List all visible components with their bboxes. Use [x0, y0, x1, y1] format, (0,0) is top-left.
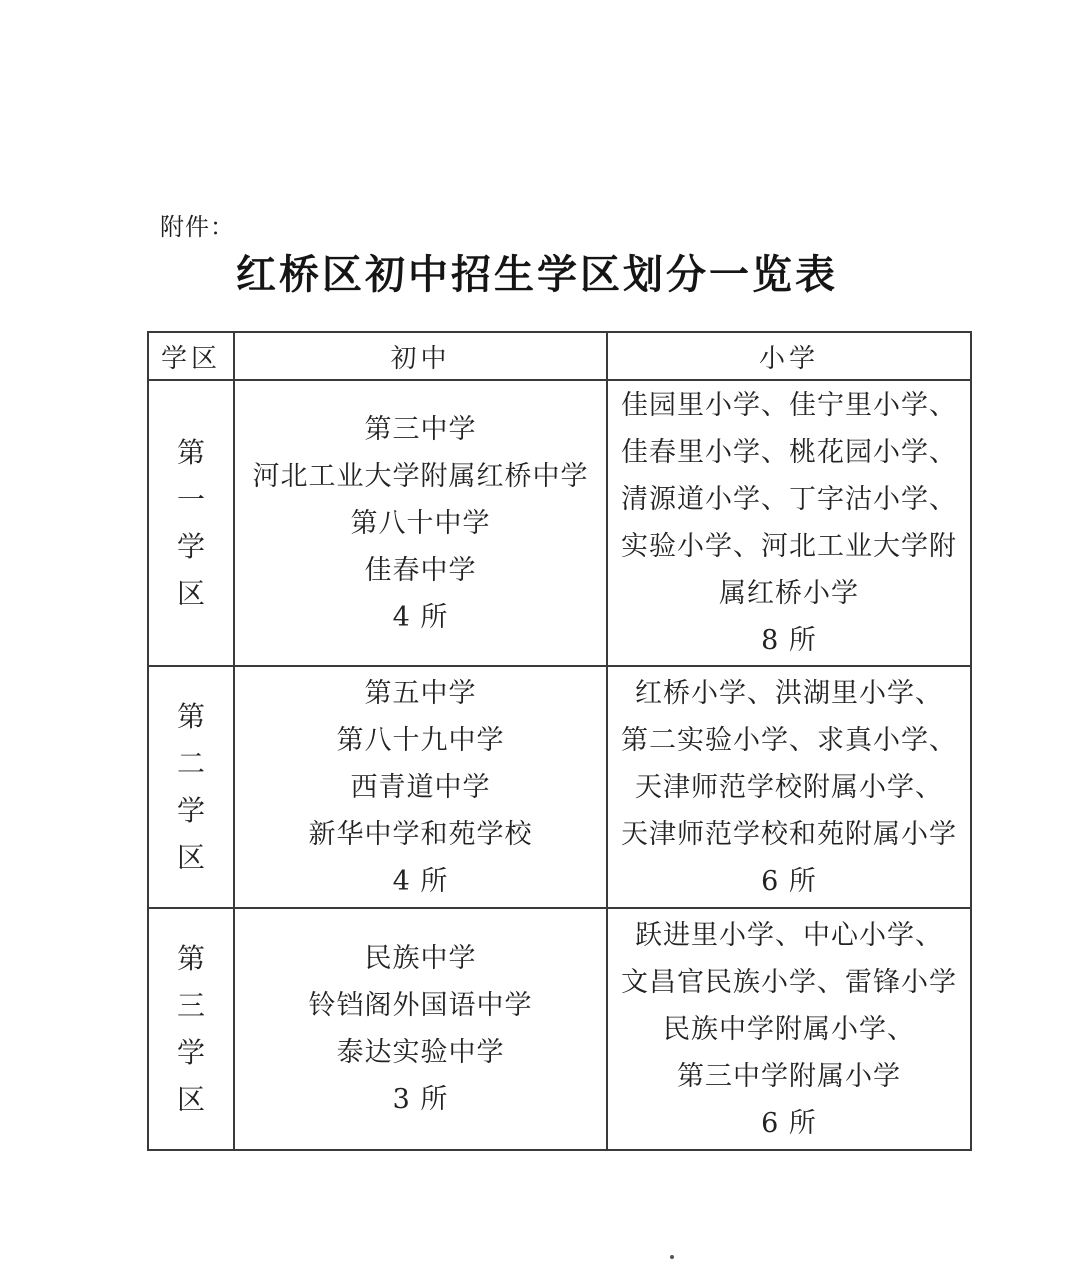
primary-school-line: 实验小学、河北工业大学附: [621, 531, 957, 562]
district-char: 第: [176, 700, 205, 733]
middle-school-name: 西青道中学: [350, 771, 491, 803]
primary-school-line: 民族中学附属小学、: [663, 1013, 915, 1045]
middle-school-count: 4 所: [392, 865, 449, 897]
district-name-cell: [148, 666, 234, 908]
table-header-row: [148, 332, 971, 380]
table-row: [148, 380, 971, 666]
district-char: 一: [176, 483, 205, 516]
header-middle-school: 初中: [234, 332, 607, 380]
primary-school-line: 第三中学附属小学: [677, 1060, 901, 1092]
primary-school-cell: [607, 380, 971, 666]
middle-school-cell: [234, 666, 607, 908]
middle-school-name: 第八十中学: [350, 507, 491, 539]
district-char: 第: [176, 436, 205, 469]
primary-school-line: 红桥小学、洪湖里小学、: [635, 677, 943, 709]
primary-school-count: 8 所: [761, 625, 817, 656]
middle-school-name: 第八十九中学: [336, 724, 505, 756]
primary-school-cell: [607, 908, 971, 1150]
middle-school-cell: [234, 908, 607, 1150]
primary-school-line: 佳春里小学、桃花园小学、: [621, 437, 957, 468]
school-district-table: [147, 331, 972, 1151]
primary-school-line: 天津师范学校附属小学、: [635, 771, 943, 803]
district-char: 学: [176, 530, 205, 563]
scan-speck: [670, 1255, 674, 1259]
middle-school-name: 河北工业大学附属红桥中学: [252, 460, 589, 492]
primary-school-line: 清源道小学、丁字沽小学、: [621, 484, 957, 515]
district-char: 学: [176, 794, 205, 827]
primary-school-line: 天津师范学校和苑附属小学: [621, 818, 957, 850]
district-name-cell: [148, 908, 234, 1150]
district-char: 二: [176, 747, 205, 780]
district-char: 区: [176, 577, 205, 610]
primary-school-count: 6 所: [761, 865, 817, 897]
middle-school-count: 4 所: [392, 601, 449, 633]
middle-school-name: 泰达实验中学: [336, 1037, 505, 1068]
middle-school-name: 民族中学: [364, 943, 477, 974]
middle-school-count: 3 所: [392, 1084, 449, 1115]
district-char: 三: [176, 989, 205, 1022]
page-title: 红桥区初中招生学区划分一览表: [236, 251, 838, 298]
middle-school-name: 铃铛阁外国语中学: [308, 990, 533, 1021]
district-name-cell: [148, 380, 234, 666]
primary-school-line: 佳园里小学、佳宁里小学、: [621, 390, 957, 421]
middle-school-name: 新华中学和苑学校: [308, 818, 533, 850]
primary-school-line: 属红桥小学: [719, 578, 859, 609]
primary-school-cell: [607, 666, 971, 908]
district-char: 第: [176, 942, 205, 975]
primary-school-line: 跃进里小学、中心小学、: [635, 919, 943, 951]
header-district: 学区: [148, 332, 234, 380]
district-char: 区: [176, 841, 205, 874]
primary-school-line: 文昌官民族小学、雷锋小学: [621, 966, 957, 998]
primary-school-line: 第二实验小学、求真小学、: [621, 724, 957, 756]
district-char: 学: [176, 1036, 205, 1069]
middle-school-name: 第三中学: [364, 413, 477, 445]
middle-school-name: 第五中学: [364, 677, 477, 709]
attachment-label: 附件：: [160, 213, 235, 241]
district-char: 区: [176, 1083, 205, 1116]
primary-school-count: 6 所: [761, 1107, 817, 1139]
table-row: [148, 666, 971, 908]
middle-school-name: 佳春中学: [364, 554, 477, 586]
middle-school-cell: [234, 380, 607, 666]
table-row: [148, 908, 971, 1150]
header-primary-school: 小学: [607, 332, 971, 380]
